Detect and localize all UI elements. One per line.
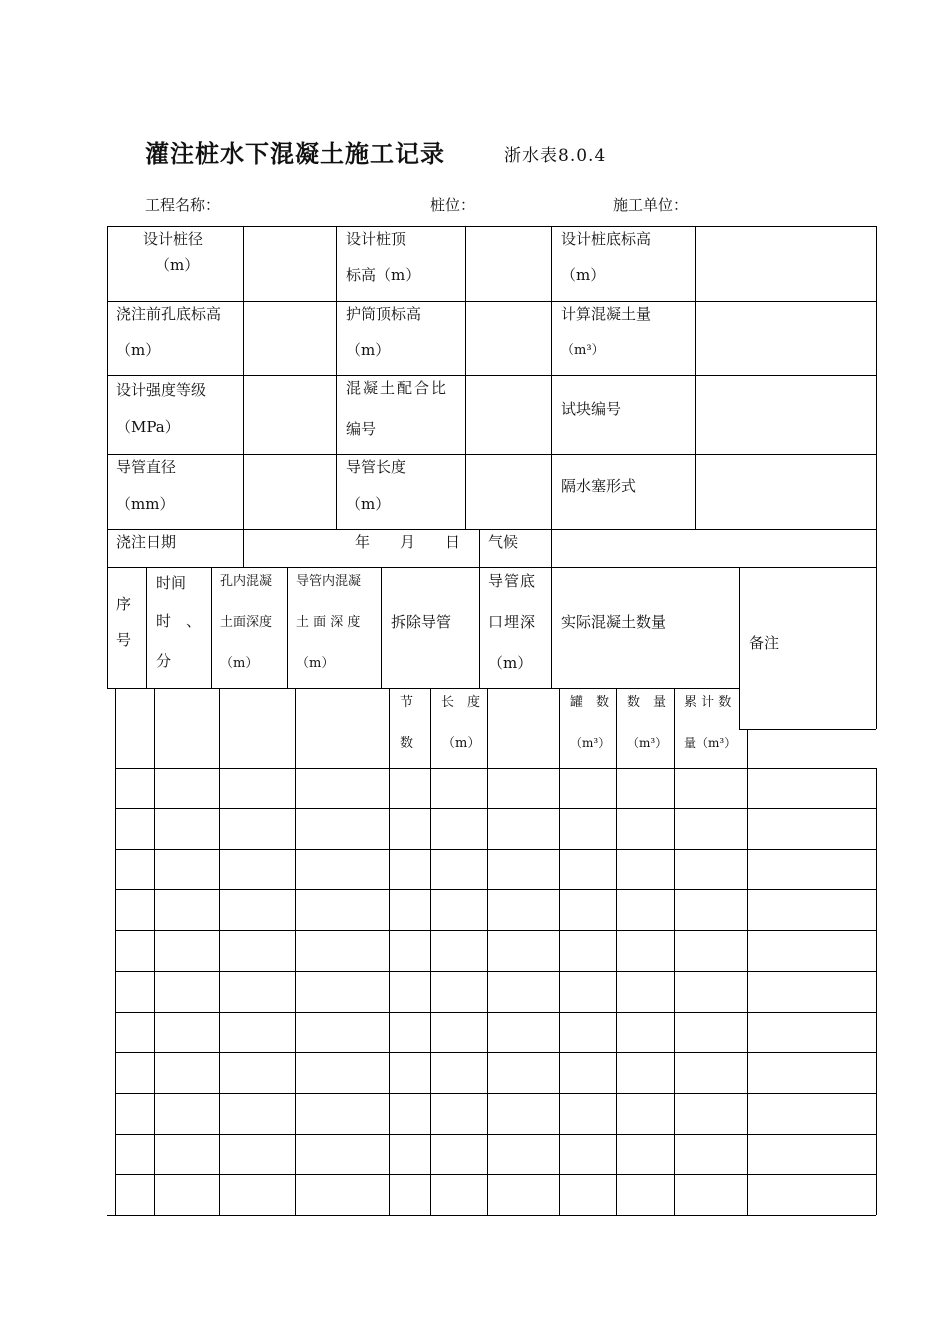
tube-length-unit: （m） (346, 495, 391, 513)
bottom-elevation-unit: （m） (561, 266, 606, 284)
plug-type-label: 隔水塞形式 (561, 477, 637, 495)
table-line (107, 226, 108, 688)
time-header-3: 分 (156, 652, 172, 670)
mix-ratio-label: 混凝土配合比 (346, 379, 449, 397)
tube-diameter-label: 导管直径 (116, 458, 177, 476)
table-line (107, 1215, 876, 1216)
design-diameter-unit: （m） (155, 256, 200, 274)
specimen-number-label: 试块编号 (561, 400, 622, 418)
casing-top-label: 护筒顶标高 (346, 305, 422, 323)
bottom-elevation-label: 设计桩底标高 (561, 230, 652, 248)
table-line (107, 301, 876, 302)
embed-depth-header-1: 导管底 (488, 572, 537, 590)
seq-header-1: 序 (116, 595, 132, 613)
embed-depth-header-2: 口埋深 (488, 613, 537, 631)
table-line (115, 889, 876, 890)
calc-volume-unit: （m³） (561, 343, 605, 358)
table-line (115, 808, 876, 809)
remark-header: 备注 (749, 634, 780, 652)
calc-volume-label: 计算混凝土量 (561, 305, 652, 323)
table-line (695, 226, 696, 529)
page-title: 灌注桩水下混凝土施工记录 (145, 140, 445, 168)
cumulative-header-2: 量（m³） (684, 736, 737, 750)
tanks-header-1: 罐 数 (570, 695, 610, 710)
table-line (674, 688, 675, 1215)
table-line (876, 768, 877, 1215)
table-line (107, 454, 876, 455)
table-line (479, 529, 480, 567)
table-line (115, 930, 876, 931)
table-line (115, 1093, 876, 1094)
tube-depth-header-3: （m） (296, 656, 335, 671)
table-line (146, 567, 147, 688)
table-line (295, 688, 296, 1215)
table-line (287, 567, 288, 688)
quantity-header-1: 数 量 (627, 695, 667, 710)
table-line (115, 1012, 876, 1013)
top-elevation-unit: 标高（m） (346, 266, 421, 284)
table-line (747, 729, 748, 1215)
table-line (115, 1174, 876, 1175)
table-line (115, 1052, 876, 1053)
design-diameter-label: 设计桩径 (143, 230, 204, 248)
table-line (739, 567, 740, 729)
remove-tube-header: 拆除导管 (391, 613, 452, 631)
date-placeholder: 年 月 日 (355, 533, 461, 551)
table-line (551, 226, 552, 567)
table-line (381, 567, 382, 688)
weather-label: 气候 (488, 533, 519, 551)
time-header-2: 时 、 (156, 612, 202, 630)
table-line (559, 688, 560, 1215)
hole-depth-header-3: （m） (220, 656, 259, 671)
construction-unit-label: 施工单位： (613, 196, 689, 214)
seq-header-2: 号 (116, 631, 132, 649)
table-line (115, 688, 116, 1215)
table-line (115, 849, 876, 850)
table-line (465, 226, 466, 529)
table-line (107, 688, 739, 689)
strength-grade-unit: （MPa） (116, 418, 180, 436)
time-header-1: 时间 (156, 574, 187, 592)
table-line (876, 226, 877, 729)
hole-depth-header-2: 土面深度 (220, 615, 273, 630)
embed-depth-header-3: （m） (488, 654, 533, 672)
table-line (107, 567, 876, 568)
form-code: 浙水表8.0.4 (504, 146, 607, 166)
quantity-header-2: （m³） (627, 736, 668, 750)
tube-length-label: 导管长度 (346, 458, 407, 476)
tanks-header-2: （m³） (570, 736, 611, 750)
sections-header-2: 数 (400, 736, 414, 751)
actual-volume-header: 实际混凝土数量 (561, 613, 667, 631)
table-line (115, 971, 876, 972)
table-line (154, 688, 155, 1215)
table-line (479, 567, 480, 688)
project-name-label: 工程名称： (145, 196, 221, 214)
table-line (219, 688, 220, 1215)
table-line (243, 226, 244, 567)
table-line (430, 688, 431, 1215)
cumulative-header-1: 累 计 数 (684, 695, 732, 710)
tube-depth-header-1: 导管内混凝 (296, 574, 362, 589)
length-header-1: 长 度 (441, 695, 481, 710)
hole-bottom-label: 浇注前孔底标高 (116, 305, 222, 323)
table-line (551, 567, 552, 688)
length-header-2: （m） (442, 736, 481, 751)
pile-position-label: 桩位： (430, 196, 476, 214)
tube-diameter-unit: （mm） (116, 495, 175, 513)
table-line (107, 226, 876, 227)
strength-grade-label: 设计强度等级 (116, 381, 207, 399)
hole-depth-header-1: 孔内混凝 (220, 574, 273, 589)
casing-top-unit: （m） (346, 341, 391, 359)
table-line (107, 375, 876, 376)
table-line (389, 688, 390, 1215)
table-line (115, 1134, 876, 1135)
table-line (739, 729, 876, 730)
pour-date-label: 浇注日期 (116, 533, 177, 551)
table-line (107, 529, 876, 530)
table-line (616, 688, 617, 1215)
mix-ratio-number: 编号 (346, 420, 377, 438)
table-line (115, 768, 876, 769)
table-line (211, 567, 212, 688)
table-line (336, 226, 337, 529)
hole-bottom-unit: （m） (116, 341, 161, 359)
top-elevation-label: 设计桩顶 (346, 230, 407, 248)
sections-header-1: 节 (400, 695, 414, 710)
table-line (487, 688, 488, 1215)
tube-depth-header-2: 土 面 深 度 (296, 615, 361, 630)
